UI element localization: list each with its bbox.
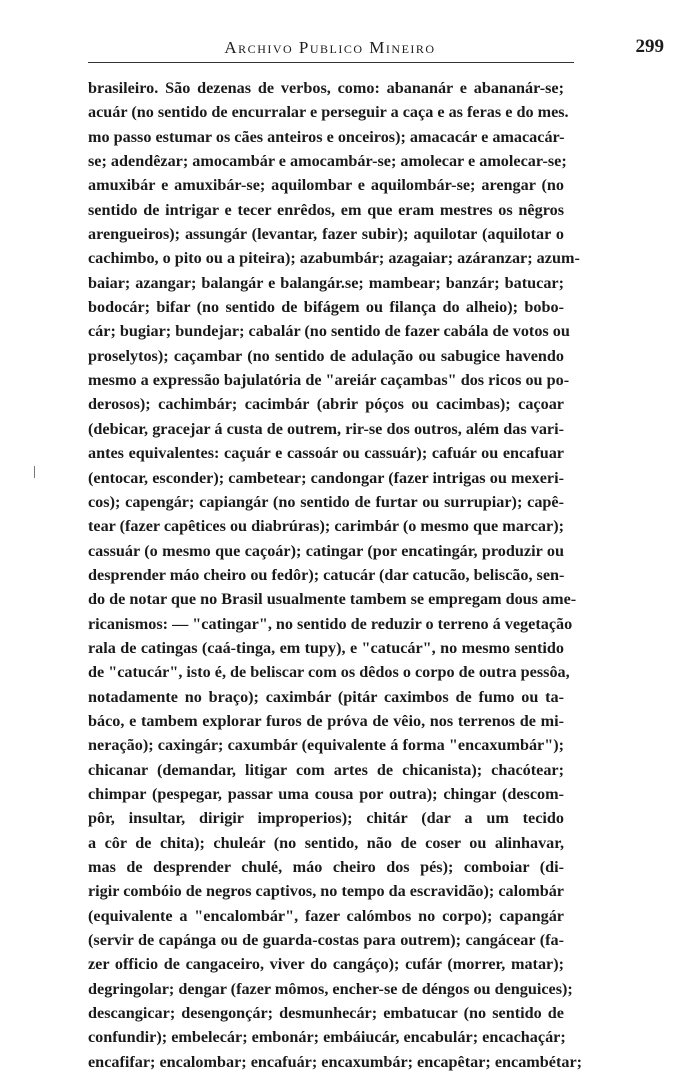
text-line: mesmo a expressão bajulatória de "areiár caçambas" dos ricos ou po- xyxy=(88,371,570,390)
text-line: a côr de chita); chuleár (no sentido, não de coser ou alinhavar, xyxy=(88,833,564,852)
text-line: derosos); cachimbár; cacimbár (abrir póços ou cacimbas); caçoar xyxy=(88,395,564,414)
text-line: notadamente no braço); caximbár (pitár caximbos de fumo ou ta- xyxy=(88,687,564,706)
text-line: mas de desprender chulé, máo cheiro dos pés); comboiar (di- xyxy=(88,858,564,876)
body-text xyxy=(88,76,583,1074)
text-line: encafifar; encalombar; encafuár; encaxumbár; encapêtar; encambétar; xyxy=(88,1052,583,1071)
text-line: rala de catingas (caá-tinga, em tupy), e "catucár", no mesmo sentido xyxy=(88,638,564,657)
text-line: acuár (no sentido de encurralar e perseguir a caça e as feras e do mes. xyxy=(88,103,569,122)
text-line: cassuár (o mesmo que caçoár); catingar (por encatingár, produzir ou xyxy=(88,541,564,560)
text-line: cos); capengár; capiangár (no sentido de furtar ou surrupiar); capê- xyxy=(88,492,564,511)
text-line: descangicar; desengonçár; desmunhecár; embatucar (no sentido de xyxy=(88,1004,564,1023)
text-line: degringolar; dengar (fazer mômos, encher-se de déngos ou denguices); xyxy=(88,979,573,998)
text-line: tear (fazer capêtices ou diabrúras); carimbár (o mesmo que marcar); xyxy=(88,517,564,536)
text-line: do de notar que no Brasil usualmente tambem se empregam dous ame- xyxy=(88,590,577,609)
text-line: desprender máo cheiro ou fedôr); catucár (dar catucão, beliscão, sen- xyxy=(88,565,565,584)
text-line: arengueiros); assungár (levantar, fazer subir); aquilotar (aquilotar o xyxy=(88,225,564,244)
text-line: brasileiro. São dezenas de verbos, como: abananár e abananár-se; xyxy=(88,79,564,97)
text-line: cachimbo, o pito ou a piteira); azabumbár; azagaiar; azáranzar; azum- xyxy=(88,249,580,268)
text-line: bodocár; bifar (no sentido de bifágem ou filança do alheio); bobo- xyxy=(88,298,564,317)
margin-mark xyxy=(34,466,35,478)
text-line: (entocar, esconder); cambetear; candongar (fazer intrigas ou mexeri- xyxy=(88,468,564,487)
running-title: Archivo Publico Mineiro xyxy=(224,38,436,57)
text-line: amuxibár e amuxibár-se; aquilombar e aquilombár-se; arengar (no xyxy=(88,176,564,195)
text-line: (debicar, gracejar á custa de outrem, rir-se dos outros, além das vari- xyxy=(88,419,564,438)
page-header xyxy=(88,34,664,62)
text-line: (equivalente a "encalombár", fazer calómbos no corpo); capangár xyxy=(88,906,564,925)
text-line: confundir); embelecár; embonár; embáiucár, encabulár; encachaçár; xyxy=(88,1028,566,1047)
text-line: (servir de capánga ou de guarda-costas para outrem); cangácear (fa- xyxy=(88,931,564,950)
text-line: antes equivalentes: caçuár e cassoár ou cassuár); cafuár ou encafuar xyxy=(88,444,564,463)
text-line: se; adendêzar; amocambár e amocambár-se; amolecar e amolecar-se; xyxy=(88,152,567,171)
text-line: baiar; azangar; balangár e balangár.se; mambear; banzár; batucar; xyxy=(88,273,564,292)
text-line: mo passo estumar os cães anteiros e onceiros); amacacár e amacacár- xyxy=(88,127,565,146)
text-line: pôr, insultar, dirigir improperios); chitár (dar a um tecido xyxy=(88,809,564,828)
text-line: cár; bugiar; bundejar; cabalár (no sentido de fazer cabála de votos ou xyxy=(88,322,570,341)
text-line: chicanar (demandar, litigar com artes de chicanista); chacótear; xyxy=(88,760,564,779)
page-number: 299 xyxy=(635,36,664,57)
text-line: neração); caxingár; caxumbár (equivalente á forma "encaxumbár"); xyxy=(88,736,564,755)
header-rule xyxy=(88,62,574,63)
text-line: báco, e tambem explorar furos de próva de vêio, nos terrenos de mi- xyxy=(88,711,564,730)
text-line: sentido de intrigar e tecer enrêdos, em que eram mestres os nêgros xyxy=(88,200,564,219)
text-line: chimpar (pespegar, passar uma cousa por outra); chingar (descom- xyxy=(88,784,564,803)
text-line: proselytos); caçambar (no sentido de adulação ou sabugice havendo xyxy=(88,346,564,365)
text-line: zer officio de cangaceiro, viver do cangáço); cufár (morrer, matar); xyxy=(88,955,564,974)
text-line: rigir combóio de negros captivos, no tempo da escravidão); calombár xyxy=(88,882,564,901)
text-line: de "catucár", isto é, de beliscar com os dêdos o corpo de outra pessôa, xyxy=(88,663,570,682)
text-line: ricanismos: — "catingar", no sentido de reduzir o terreno á vegetação xyxy=(88,614,573,633)
